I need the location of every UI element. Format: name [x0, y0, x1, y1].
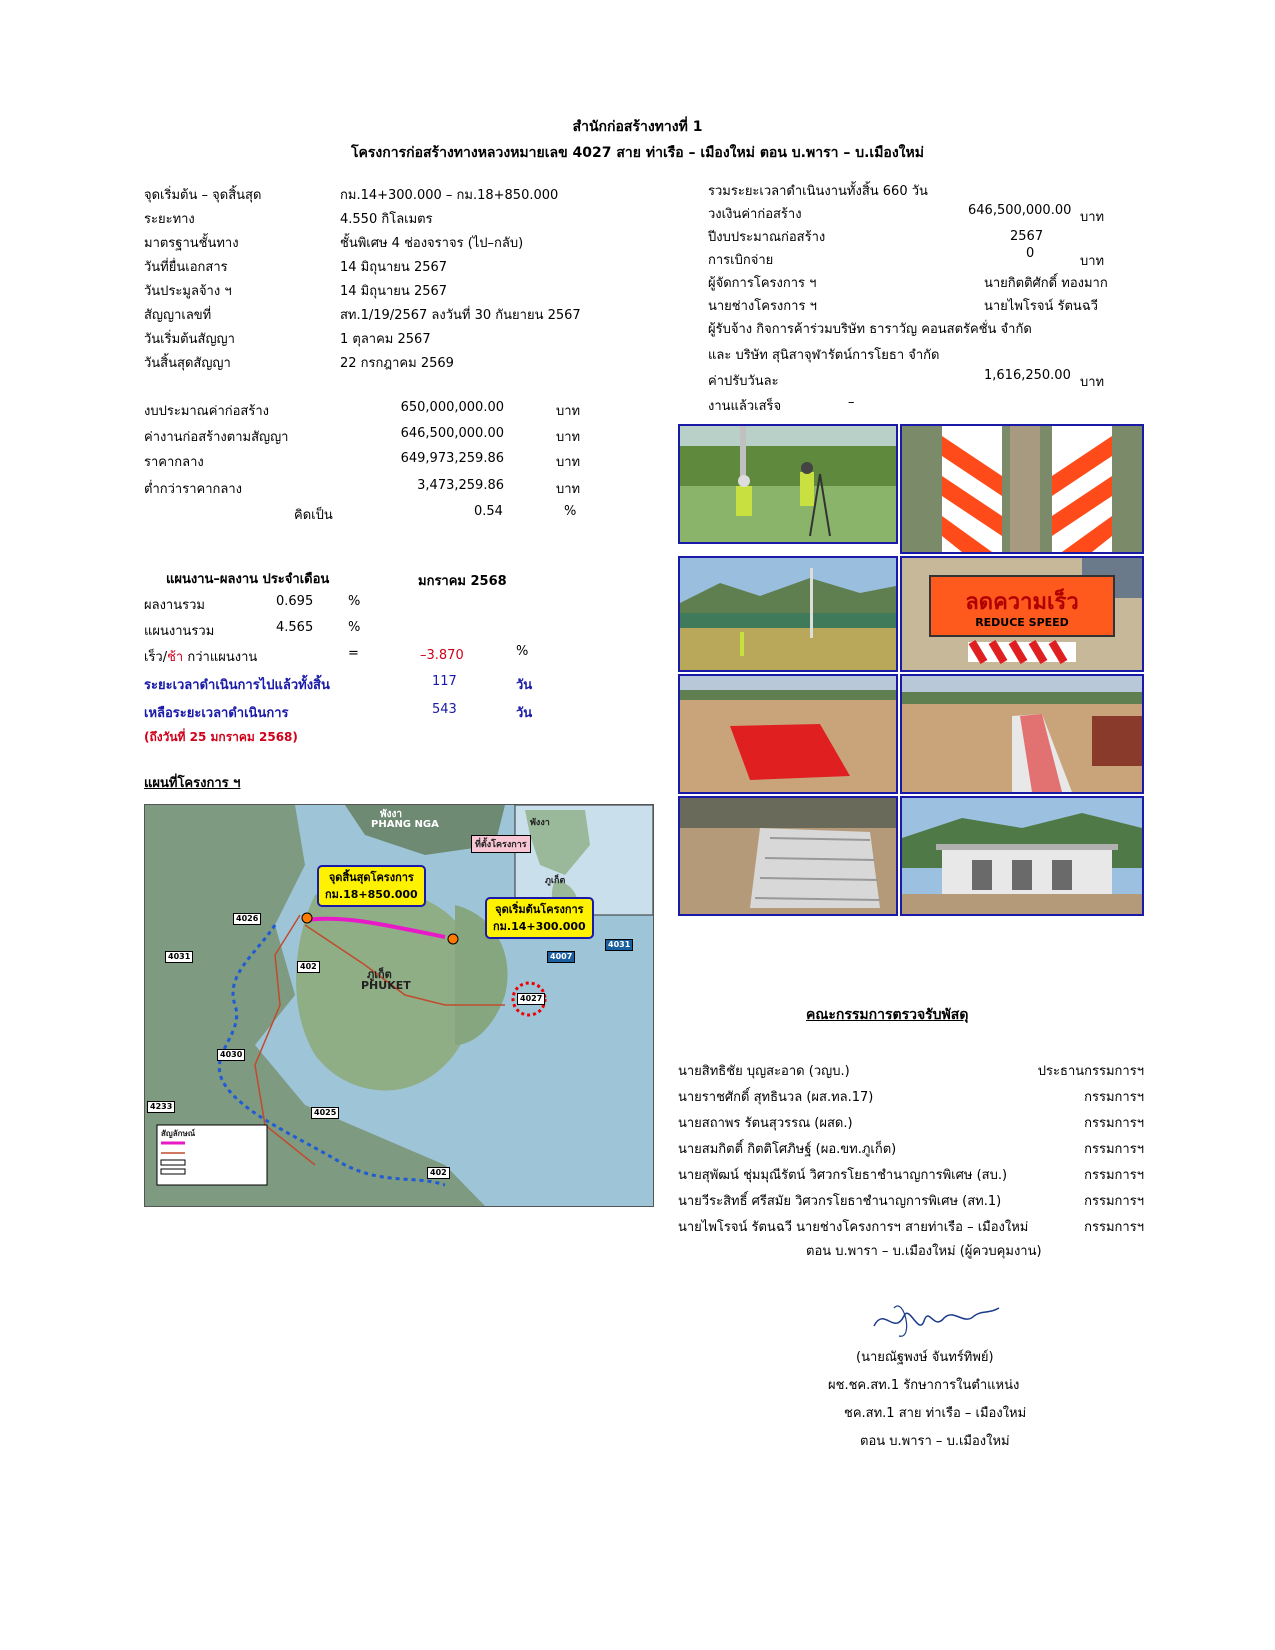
committee-member-role: กรรมการฯ	[1084, 1220, 1144, 1235]
elapsed-unit: วัน	[516, 678, 533, 693]
contractor-line-1: ผู้รับจ้าง กิจการค้าร่วมบริษัท ธาราวัญ คอนสตรัคชั่น จำกัด	[708, 322, 1032, 337]
completed-value: –	[848, 395, 855, 410]
project-map	[144, 804, 654, 1207]
route-marker: 4007	[547, 951, 575, 963]
budget-label: ราคากลาง	[144, 455, 204, 470]
info-label: วันที่ยื่นเอกสาร	[144, 260, 228, 275]
budget-label: ค่างานก่อสร้างตามสัญญา	[144, 430, 289, 445]
signature-image	[864, 1296, 1004, 1344]
budget-unit: บาท	[556, 455, 581, 470]
info-label: มาตรฐานชั้นทาง	[144, 236, 239, 251]
speed-sign-text-en: REDUCE SPEED	[975, 616, 1069, 629]
info-value: ชั้นพิเศษ 4 ช่องจราจร (ไป–กลับ)	[340, 236, 524, 251]
info-value: 1 ตุลาคม 2567	[340, 332, 431, 347]
committee-member-name: นายสมกิตติ์ กิตติโศภิษฐ์ (ผอ.ขท.ภูเก็ต)	[678, 1142, 897, 1157]
contractor-line-2: และ บริษัท สุนิสาจุฬารัตน์การโยธา จำกัด	[708, 348, 940, 363]
photo-materials-1	[678, 674, 898, 794]
map-heading: แผนที่โครงการ ฯ	[144, 776, 241, 791]
budget-value: 649,973,259.86	[400, 451, 504, 466]
baht-unit: บาท	[1080, 254, 1105, 269]
percent-label: คิดเป็น	[294, 508, 333, 523]
route-marker: 4030	[217, 1049, 245, 1061]
photo-barrier-posts	[900, 424, 1144, 554]
engineer-label: นายช่างโครงการ ฯ	[708, 299, 817, 314]
actual-value: 0.695	[276, 594, 314, 609]
info-label: สัญญาเลขที่	[144, 308, 212, 323]
remaining-unit: วัน	[516, 706, 533, 721]
map-legend-title: สัญลักษณ์	[161, 1129, 196, 1138]
baht-unit: บาท	[1080, 375, 1105, 390]
photo-materials-2	[900, 674, 1144, 794]
photo-building-frame	[678, 796, 898, 916]
landscape-photo-graphic	[680, 558, 896, 670]
project-title: โครงการก่อสร้างทางหลวงหมายเลข 4027 สาย ท่าเรือ – เมืองใหม่ ตอน บ.พารา – บ.เมืองใหม่	[351, 145, 924, 161]
diff-value: –3.870	[420, 648, 464, 663]
route-marker: 402	[297, 961, 320, 973]
photo-survey	[678, 424, 898, 544]
info-value: 14 มิถุนายน 2567	[340, 284, 448, 299]
end-point-callout: จุดสิ้นสุดโครงการ กม.18+850.000	[317, 865, 426, 907]
percent-value: 0.54	[474, 504, 503, 519]
info-label: วันประมูลจ้าง ฯ	[144, 284, 232, 299]
plan-unit: %	[348, 620, 361, 635]
penalty-label: ค่าปรับวันละ	[708, 374, 779, 389]
start-point-callout: จุดเริ่มต้นโครงการ กม.14+300.000	[485, 897, 594, 939]
baht-unit: บาท	[1080, 210, 1105, 225]
progress-title: แผนงาน–ผลงาน ประจำเดือน	[166, 572, 330, 587]
photo-speed-sign	[900, 556, 1144, 672]
inset-label-phangnga: พังงา	[530, 818, 550, 828]
route-marker: 4025	[311, 1107, 339, 1119]
info-label: ระยะทาง	[144, 212, 195, 227]
duration-text: รวมระยะเวลาดำเนินงานทั้งสิ้น 660 วัน	[708, 184, 928, 199]
committee-title: คณะกรรมการตรวจรับพัสดุ	[806, 1007, 969, 1023]
route-marker: 4026	[233, 913, 261, 925]
committee-member-role: กรรมการฯ	[1084, 1116, 1144, 1131]
map-label-phuket: ภูเก็ต	[367, 968, 392, 981]
info-value: กม.14+300.000 – กม.18+850.000	[340, 188, 559, 203]
budget-unit: บาท	[556, 482, 581, 497]
route-marker: 4031	[605, 939, 633, 951]
photo-building	[900, 796, 1144, 916]
committee-member-role: ประธานกรรมการฯ	[1037, 1064, 1144, 1079]
materials-photo-graphic-2	[902, 676, 1142, 792]
equals-sign: =	[348, 646, 359, 661]
remaining-value: 543	[432, 702, 457, 717]
committee-member-name: นายวีระสิทธิ์ ศรีสมัย วิศวกรโยธาชำนาญการพิเศษ (สท.1)	[678, 1194, 1002, 1209]
contract-amount-value: 646,500,000.00	[968, 203, 1072, 218]
budget-unit: บาท	[556, 404, 581, 419]
committee-member-name: นายสุพัฒน์ ชุ่มมุณีรัตน์ วิศวกรโยธาชำนาญการพิเศษ (สบ.)	[678, 1168, 1008, 1183]
budget-value: 3,473,259.86	[417, 478, 504, 493]
info-label: จุดเริ่มต้น – จุดสิ้นสุด	[144, 188, 262, 203]
map-label-phangnga: พังงา	[380, 809, 402, 820]
elapsed-label: ระยะเวลาดำเนินการไปแล้วทั้งสิ้น	[144, 678, 330, 693]
completed-label: งานแล้วเสร็จ	[708, 399, 782, 414]
committee-member-name: นายสถาพร รัตนสุวรรณ (ผสด.)	[678, 1116, 853, 1131]
building-photo-graphic	[902, 798, 1142, 914]
map-label-phangnga-en: PHANG NGA	[371, 819, 439, 830]
info-label: วันสิ้นสุดสัญญา	[144, 356, 231, 371]
committee-member-role: กรรมการฯ	[1084, 1168, 1144, 1183]
info-value: 14 มิถุนายน 2567	[340, 260, 448, 275]
disbursement-value: 0	[1026, 246, 1035, 261]
inset-project-location: ที่ตั้งโครงการ	[471, 835, 531, 853]
committee-member-role: กรรมการฯ	[1084, 1090, 1144, 1105]
survey-photo-graphic	[680, 426, 896, 542]
diff-unit: %	[516, 644, 529, 659]
plan-value: 4.565	[276, 620, 314, 635]
info-value: 4.550 กิโลเมตร	[340, 212, 433, 227]
map-label-phuket-en: PHUKET	[361, 979, 411, 992]
engineer-name: นายไพโรจน์ รัตนฉวี	[984, 299, 1098, 314]
barrier-photo-graphic	[902, 426, 1142, 552]
materials-photo-graphic-1	[680, 676, 896, 792]
inset-label-phuket: ภูเก็ต	[545, 876, 566, 886]
budget-label: ต่ำกว่าราคากลาง	[144, 482, 242, 497]
route-marker: 4031	[165, 951, 193, 963]
budget-year-value: 2567	[1010, 229, 1044, 244]
committee-last-line-2: ตอน บ.พารา – บ.เมืองใหม่ (ผู้ควบคุมงาน)	[806, 1244, 1042, 1259]
info-label: วันเริ่มต้นสัญญา	[144, 332, 235, 347]
photo-landscape	[678, 556, 898, 672]
signer-position-3: ตอน บ.พารา – บ.เมืองใหม่	[860, 1434, 1010, 1449]
manager-name: นายกิตติศักดิ์ ทองมาก	[984, 276, 1108, 291]
committee-member-role: กรรมการฯ	[1084, 1142, 1144, 1157]
building-frame-photo-graphic	[680, 798, 896, 914]
contract-amount-label: วงเงินค่าก่อสร้าง	[708, 207, 802, 222]
budget-year-label: ปีงบประมาณก่อสร้าง	[708, 230, 826, 245]
committee-member-name: นายราชศักดิ์ สุทธินวล (ผส.ทล.17)	[678, 1090, 874, 1105]
budget-unit: บาท	[556, 430, 581, 445]
diff-label: เร็ว/ช้า กว่าแผนงาน	[144, 650, 258, 665]
info-value: สท.1/19/2567 ลงวันที่ 30 กันยายน 2567	[340, 308, 581, 323]
budget-label: งบประมาณค่าก่อสร้าง	[144, 404, 269, 419]
actual-unit: %	[348, 594, 361, 609]
speed-sign-text: ลดความเร็ว	[965, 590, 1079, 615]
actual-label: ผลงานรวม	[144, 598, 205, 613]
info-value: 22 กรกฎาคม 2569	[340, 356, 454, 371]
committee-member-role: กรรมการฯ	[1084, 1194, 1144, 1209]
budget-value: 650,000,000.00	[400, 400, 504, 415]
remaining-label: เหลือระยะเวลาดำเนินการ	[144, 706, 289, 721]
elapsed-value: 117	[432, 674, 457, 689]
as-of-date: (ถึงวันที่ 25 มกราคม 2568)	[144, 730, 298, 744]
progress-month: มกราคม 2568	[418, 574, 507, 589]
committee-member-name: นายสิทธิชัย บุญสะอาด (วญบ.)	[678, 1064, 850, 1079]
disbursement-label: การเบิกจ่าย	[708, 253, 774, 268]
route-marker: 402	[427, 1167, 450, 1179]
penalty-value: 1,616,250.00	[984, 368, 1071, 383]
signer-name: (นายณัฐพงษ์ จันทร์ทิพย์)	[856, 1350, 994, 1365]
office-title: สำนักก่อสร้างทางที่ 1	[572, 119, 703, 135]
plan-label: แผนงานรวม	[144, 624, 215, 639]
percent-unit: %	[564, 504, 577, 519]
route-marker: 4233	[147, 1101, 175, 1113]
manager-label: ผู้จัดการโครงการ ฯ	[708, 276, 817, 291]
committee-member-name: นายไพโรจน์ รัตนฉวี นายช่างโครงการฯ สายท่าเรือ – เมืองใหม่	[678, 1220, 1029, 1235]
budget-value: 646,500,000.00	[400, 426, 504, 441]
route-marker: 4027	[517, 993, 545, 1005]
signer-position-2: ชค.สท.1 สาย ท่าเรือ – เมืองใหม่	[844, 1406, 1027, 1421]
signer-position-1: ผช.ชค.สท.1 รักษาการในตำแหน่ง	[828, 1378, 1020, 1393]
